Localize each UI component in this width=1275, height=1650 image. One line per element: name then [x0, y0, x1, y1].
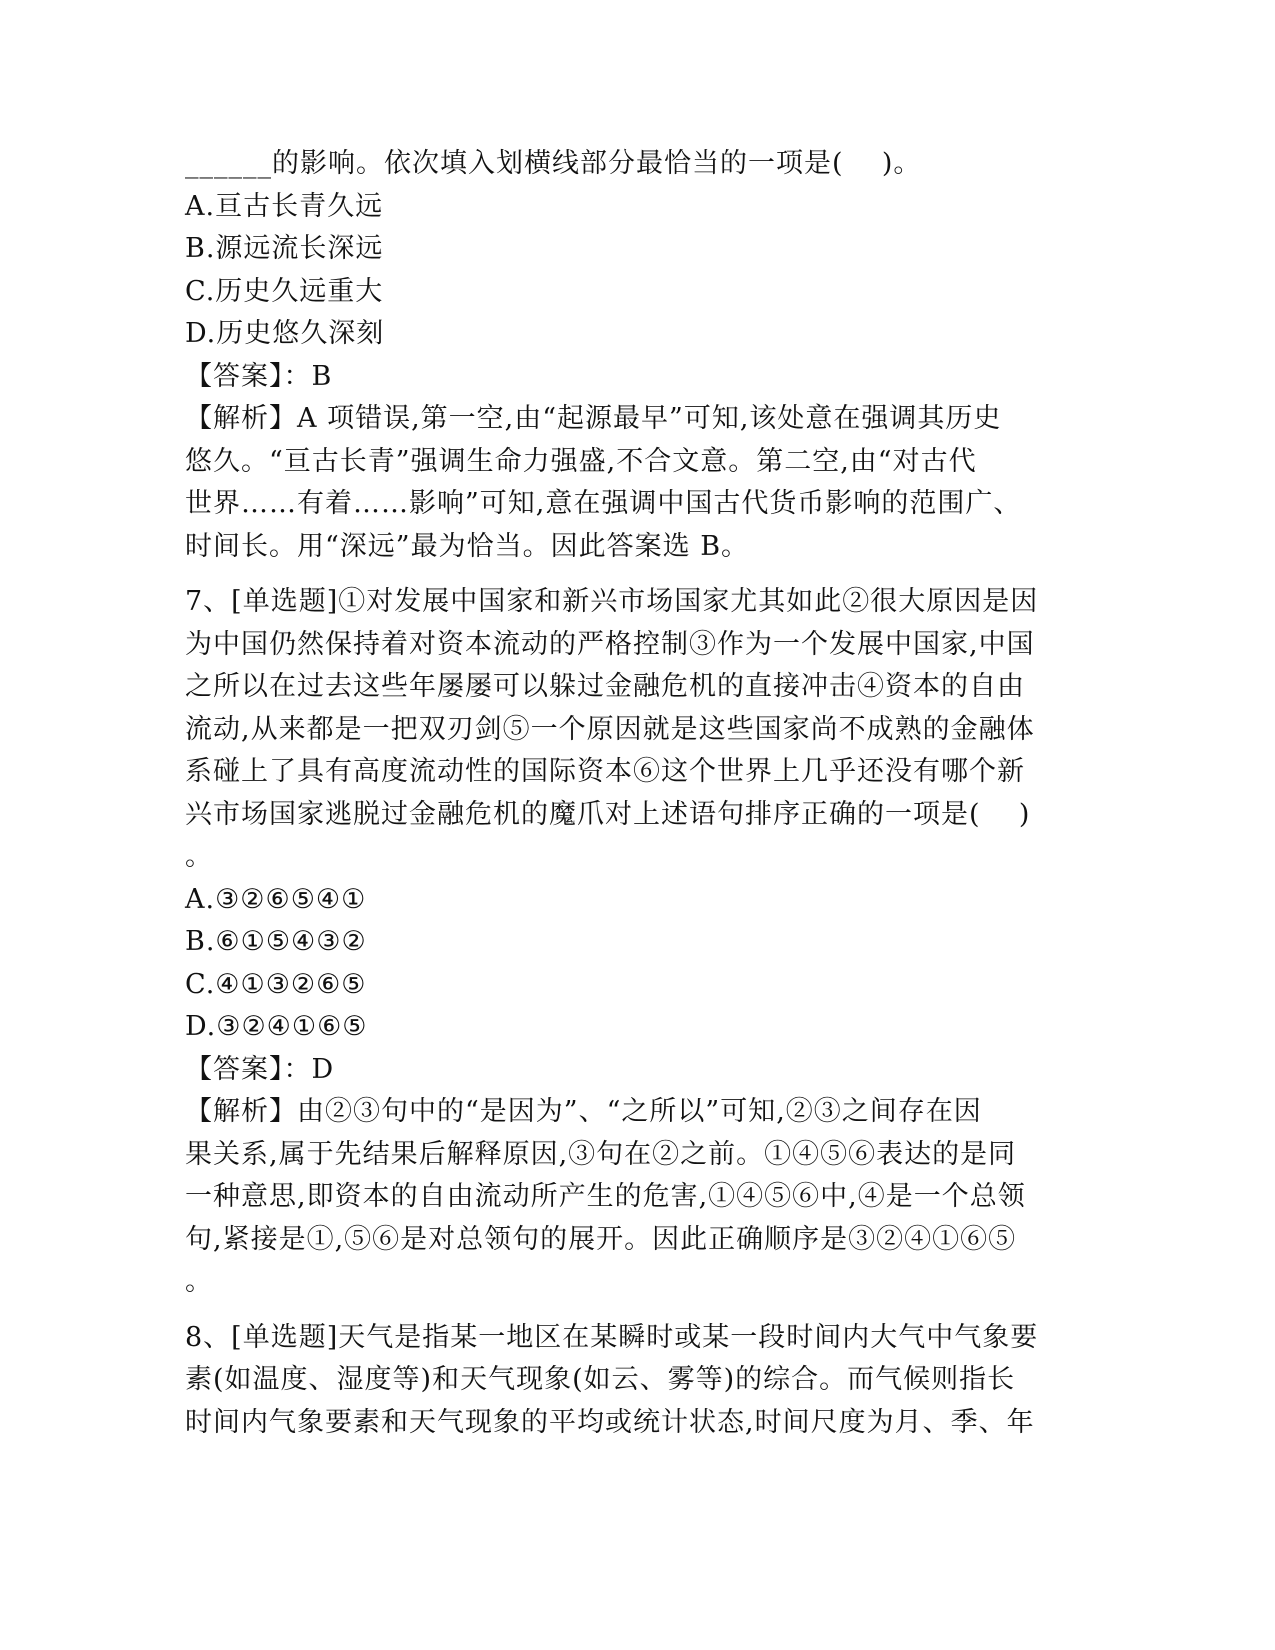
answer: 【答案】：D: [185, 1053, 335, 1085]
question-stem-line: 素(如温度、湿度等)和天气现象(如云、雾等)的综合。而气候则指长: [185, 1364, 1016, 1395]
question-stem-line: 流动,从来都是一把双刃剑⑤一个原因就是这些国家尚不成熟的金融体: [185, 713, 1035, 745]
question-spacer: [185, 1304, 1085, 1317]
question-stem-line: 兴市场国家逃脱过金融危机的魔爪对上述语句排序正确的一项是( ): [185, 798, 1031, 830]
option-b: B.⑥①⑤④③②: [185, 926, 367, 957]
document-content: [185, 143, 1085, 1444]
analysis-line: 。: [185, 1266, 213, 1297]
question-7: [185, 581, 1085, 1304]
option-a: A.③②⑥⑤④①: [185, 883, 367, 915]
question-stem-line: 之所以在过去这些年屡屡可以躲过金融危机的直接冲击④资本的自由: [185, 671, 1025, 702]
analysis-line: 世界……有着……影响”可知,意在强调中国古代货币影响的范围广、: [185, 488, 1022, 519]
option-a: A.亘古长青久远: [185, 190, 384, 222]
question-stem-line: 时间内气象要素和天气现象的平均或统计状态,时间尺度为月、季、年: [185, 1406, 1035, 1438]
question-spacer: [185, 568, 1085, 581]
question-stem-line: 系碰上了具有高度流动性的国际资本⑥这个世界上几乎还没有哪个新: [185, 756, 1025, 787]
analysis-line: 【解析】由②③句中的“是因为”、“之所以”可知,②③之间存在因: [185, 1096, 982, 1127]
option-b: B.源远流长深远: [185, 233, 384, 264]
question-stem-line: 8、[单选题]天气是指某一地区在某瞬时或某一段时间内大气中气象要: [185, 1321, 1039, 1353]
option-c: C.历史久远重大: [185, 275, 384, 307]
question-6: [185, 143, 1085, 568]
option-c: C.④①③②⑥⑤: [185, 968, 367, 1000]
analysis-line: 悠久。“亘古长青”强调生命力强盛,不合文意。第二空,由“对古代: [185, 445, 977, 477]
option-d: D.③②④①⑥⑤: [185, 1011, 368, 1042]
question-8: [185, 1317, 1085, 1445]
analysis-line: 【解析】A 项错误,第一空,由“起源最早”可知,该处意在强调其历史: [185, 403, 1002, 434]
option-d: D.历史悠久深刻: [185, 318, 385, 349]
question-stem-tail: ______的影响。依次填入划横线部分最恰当的一项是( )。: [185, 148, 922, 179]
question-stem-line: 。: [185, 841, 213, 872]
analysis-line: 果关系,属于先结果后解释原因,③句在②之前。①④⑤⑥表达的是同: [185, 1138, 1017, 1170]
question-stem-line: 7、[单选题]①对发展中国家和新兴市场国家尤其如此②很大原因是因: [185, 586, 1039, 617]
analysis-line: 句,紧接是①,⑤⑥是对总领句的展开。因此正确顺序是③②④①⑥⑤: [185, 1223, 1017, 1255]
analysis-line: 时间长。用“深远”最为恰当。因此答案选 B。: [185, 530, 750, 562]
answer: 【答案】：B: [185, 360, 333, 392]
analysis-line: 一种意思,即资本的自由流动所产生的危害,①④⑤⑥中,④是一个总领: [185, 1181, 1026, 1212]
question-stem-line: 为中国仍然保持着对资本流动的严格控制③作为一个发展中国家,中国: [185, 628, 1035, 660]
